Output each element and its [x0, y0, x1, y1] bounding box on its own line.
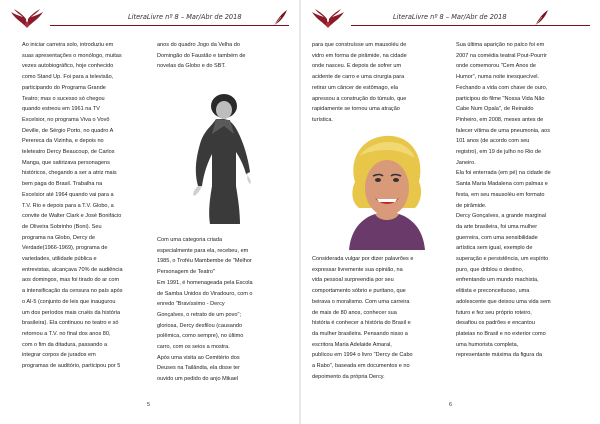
line: a intensificação da censura no país após	[22, 288, 123, 295]
line: Fechando a vida com chave de ouro,	[456, 84, 548, 91]
line: apressou a construção do túmulo, que	[312, 95, 407, 102]
dercy-photo-right	[345, 132, 429, 250]
line: para que construísse um mausoléu de	[312, 42, 407, 48]
text-column-2-top	[157, 40, 283, 72]
line: registro), em 19 de julho no Rio de	[456, 149, 542, 156]
header-title: LiteraLivre nº 8 – Mar/Abr de 2018	[393, 13, 507, 21]
line: Dercy Gonçalves, a grande marginal	[456, 213, 547, 220]
line: comportamento sóbrio e puritano, que	[312, 288, 406, 295]
line: representante máxima da figura da	[456, 352, 543, 359]
line: elitista e preconceituoso, uma	[456, 288, 530, 295]
line: T.V. Rio e depois para a T.V. Globo, a	[22, 202, 114, 209]
winged-logo-icon	[10, 8, 44, 30]
line: Personagem de Teatro"	[157, 269, 215, 276]
text-column-1-top	[312, 40, 449, 126]
line: festa, em seu mausoléu em formato	[456, 191, 545, 198]
line: turística.	[312, 116, 333, 123]
line: vida pessoal surpreendia por seu	[312, 277, 394, 284]
line: guerreira, com uma sensibilidade	[456, 234, 538, 241]
text-column-1	[22, 40, 147, 372]
line: Excelsior, no programa Viva o Vovô	[22, 116, 110, 123]
line: anos do quadro Jogo da Velha do	[157, 42, 240, 48]
dercy-photo-left	[182, 86, 264, 226]
line: retirar um câncer de estômago, ela	[312, 84, 399, 91]
line: rapidamente se tornou uma atração	[312, 106, 400, 113]
line: Ao iniciar carreira solo, introduziu em	[22, 42, 114, 48]
line: Gonçalves, o retrato de um povo";	[157, 311, 241, 318]
line: puro, que driblou o destino,	[456, 266, 524, 273]
line: Com uma categoria criada	[157, 237, 223, 243]
line: falecer vítima de uma pneumonia, aos	[456, 127, 551, 134]
line: especialmente para ela, recebeu, em	[157, 247, 249, 254]
line: Teatro; mas o sucesso só chegou	[22, 95, 105, 102]
line: participou do filme "Nossa Vida Não	[456, 95, 545, 102]
page-number: 5	[147, 402, 151, 408]
line: vezes autobiográfico, hoje conhecido	[22, 63, 114, 70]
line: superação e persistência, um espírito	[456, 256, 549, 263]
line: de Oliveira Sobrinho (Boni). Seu	[22, 223, 102, 230]
line: Sua última aparição no palco foi em	[456, 42, 545, 48]
line: como Stand Up. Foi para a televisão,	[22, 74, 114, 81]
line: bem paga do Brasil. Trabalha na	[22, 181, 103, 188]
header-rule	[50, 25, 289, 26]
line: escritora Maria Adelaide Amaral,	[312, 341, 392, 348]
line: programa na Globo, Dercy de	[22, 234, 96, 241]
line: variedades, utilidade pública e	[22, 256, 97, 263]
line: Ela foi enterrada (em pé) na cidade de	[456, 170, 551, 177]
line: gloriosa, Dercy desfilou (causando	[157, 322, 243, 329]
text-column-1-bottom	[312, 254, 449, 382]
line: quando estreou em 1961 na TV	[22, 106, 100, 113]
line: Manga, que satirizava personagens	[22, 159, 110, 166]
line: onde comemorou "Cem Anos de	[456, 63, 536, 70]
line: 1985, o Troféu Mambembe de "Melhor	[157, 258, 252, 265]
line: programas de auditório, participou por 5	[22, 363, 121, 370]
line: 2007 na comédia teatral Pout-Pourrir	[456, 52, 547, 59]
line: desafiou os padrões e encantou	[456, 320, 535, 327]
line: plateias no Brasil e no exterior como	[456, 330, 546, 337]
line: históricos, chegando a ser a atriz mais	[22, 170, 117, 177]
line: Em 1991, é homenageada pela Escola	[157, 279, 253, 286]
line: Humor", numa noite inesquecível.	[456, 74, 540, 81]
header-title: LiteraLivre nº 8 – Mar/Abr de 2018	[128, 13, 242, 21]
line: uma humorista completa,	[456, 341, 519, 348]
line: Pinheiro, em 2008, meses antes de	[456, 116, 544, 123]
line: vidro em forma de pirâmide, na cidade	[312, 52, 407, 59]
line: Janeiro.	[456, 159, 476, 166]
line: Após uma visita ao Cemitério dos	[157, 354, 240, 361]
line: futuro e fez seu próprio roteiro,	[456, 309, 532, 316]
text-column-2-bottom	[157, 235, 283, 385]
line: novelas da Globo e do SBT.	[157, 63, 226, 70]
line: história é conhecer a história do Brasil e	[312, 320, 411, 327]
line: Deville, de Sérgio Porto, no quadro A	[22, 127, 114, 134]
line: beirava o moralismo. Com uma carreira	[312, 298, 410, 305]
line: enredo "Bravíssimo - Dercy	[157, 301, 225, 308]
line: Considerada vulgar por dizer palavrões e	[312, 256, 414, 262]
line: retornou a T.V. no final dos anos 80,	[22, 330, 111, 337]
line: Domingão do Faustão e também de	[157, 52, 246, 59]
line: de Samba Unidos do Viradouro, com o	[157, 290, 253, 297]
text-column-2	[456, 40, 584, 361]
line: o AI-5 (conjunto de leis que inaugurou	[22, 298, 116, 305]
line: entrevistas, alcançava 70% de audiência	[22, 266, 123, 273]
line: de mais de 80 anos, conhecer sua	[312, 309, 397, 316]
page-number: 6	[449, 402, 453, 408]
line: Verdade(1966-1969), programa de	[22, 245, 108, 252]
line: acidente de carro e uma cirurgia para	[312, 74, 405, 81]
line: adolescente que deixou uma vida sem	[456, 298, 551, 305]
page-6	[301, 0, 600, 424]
line: com o fim da ditadura, passando a	[22, 341, 108, 348]
line: a Rabo", baseada em documentos e no	[312, 363, 410, 370]
line: Excelsior até 1964 quando vai para a	[22, 191, 114, 198]
line: integrar corpos de jurados em	[22, 352, 96, 359]
header-rule	[351, 25, 590, 26]
line: publicou em 1994 o livro "Dercy de Cabo	[312, 352, 413, 359]
line: Cabe Num Opala", de Reinaldo	[456, 106, 534, 113]
page-header	[311, 8, 590, 30]
line: 101 anos (de acordo com seu	[456, 138, 530, 145]
winged-logo-icon	[311, 8, 345, 30]
line: de pirâmide.	[456, 202, 487, 209]
line: depoimento da própria Dercy.	[312, 373, 385, 380]
page-header	[10, 8, 289, 30]
line: um dos períodos mais cruéis da história	[22, 309, 121, 316]
page-5	[0, 0, 299, 424]
line: convite de Walter Clark e José Bonifácio	[22, 213, 122, 220]
line: da arte brasileira, foi uma mulher	[456, 223, 538, 230]
line: aos domingos, mas foi tirado do ar com	[22, 277, 120, 284]
line: brasileira). Ela continuou no teatro e só	[22, 320, 119, 327]
line: participando do Programa Grande	[22, 84, 106, 91]
line: suas apresentações o monólogo, muitas	[22, 52, 122, 59]
line: carro, com os seios a mostra.	[157, 344, 230, 351]
line: teleteatro Dercy Beaucoup, de Carlos	[22, 149, 115, 156]
line: Santa Maria Madalena com palmas e	[456, 181, 548, 188]
line: onde nasceu. E depois de sofrer um	[312, 63, 402, 70]
line: enfrentando um mundo machista,	[456, 277, 539, 284]
line: polêmica, como sempre), no último	[157, 333, 244, 340]
line: da mulher brasileira. Pensando nisso a	[312, 330, 408, 337]
line: Deuses na Tailândia, ela disse ter	[157, 365, 240, 372]
line: Perereca da Vizinha, e depois no	[22, 138, 104, 145]
line: expressar livremente sua opinião, na	[312, 266, 403, 273]
line: artística sem igual, exemplo de	[456, 245, 533, 252]
line: ouvido um pedido do anjo Mikael	[157, 376, 239, 383]
